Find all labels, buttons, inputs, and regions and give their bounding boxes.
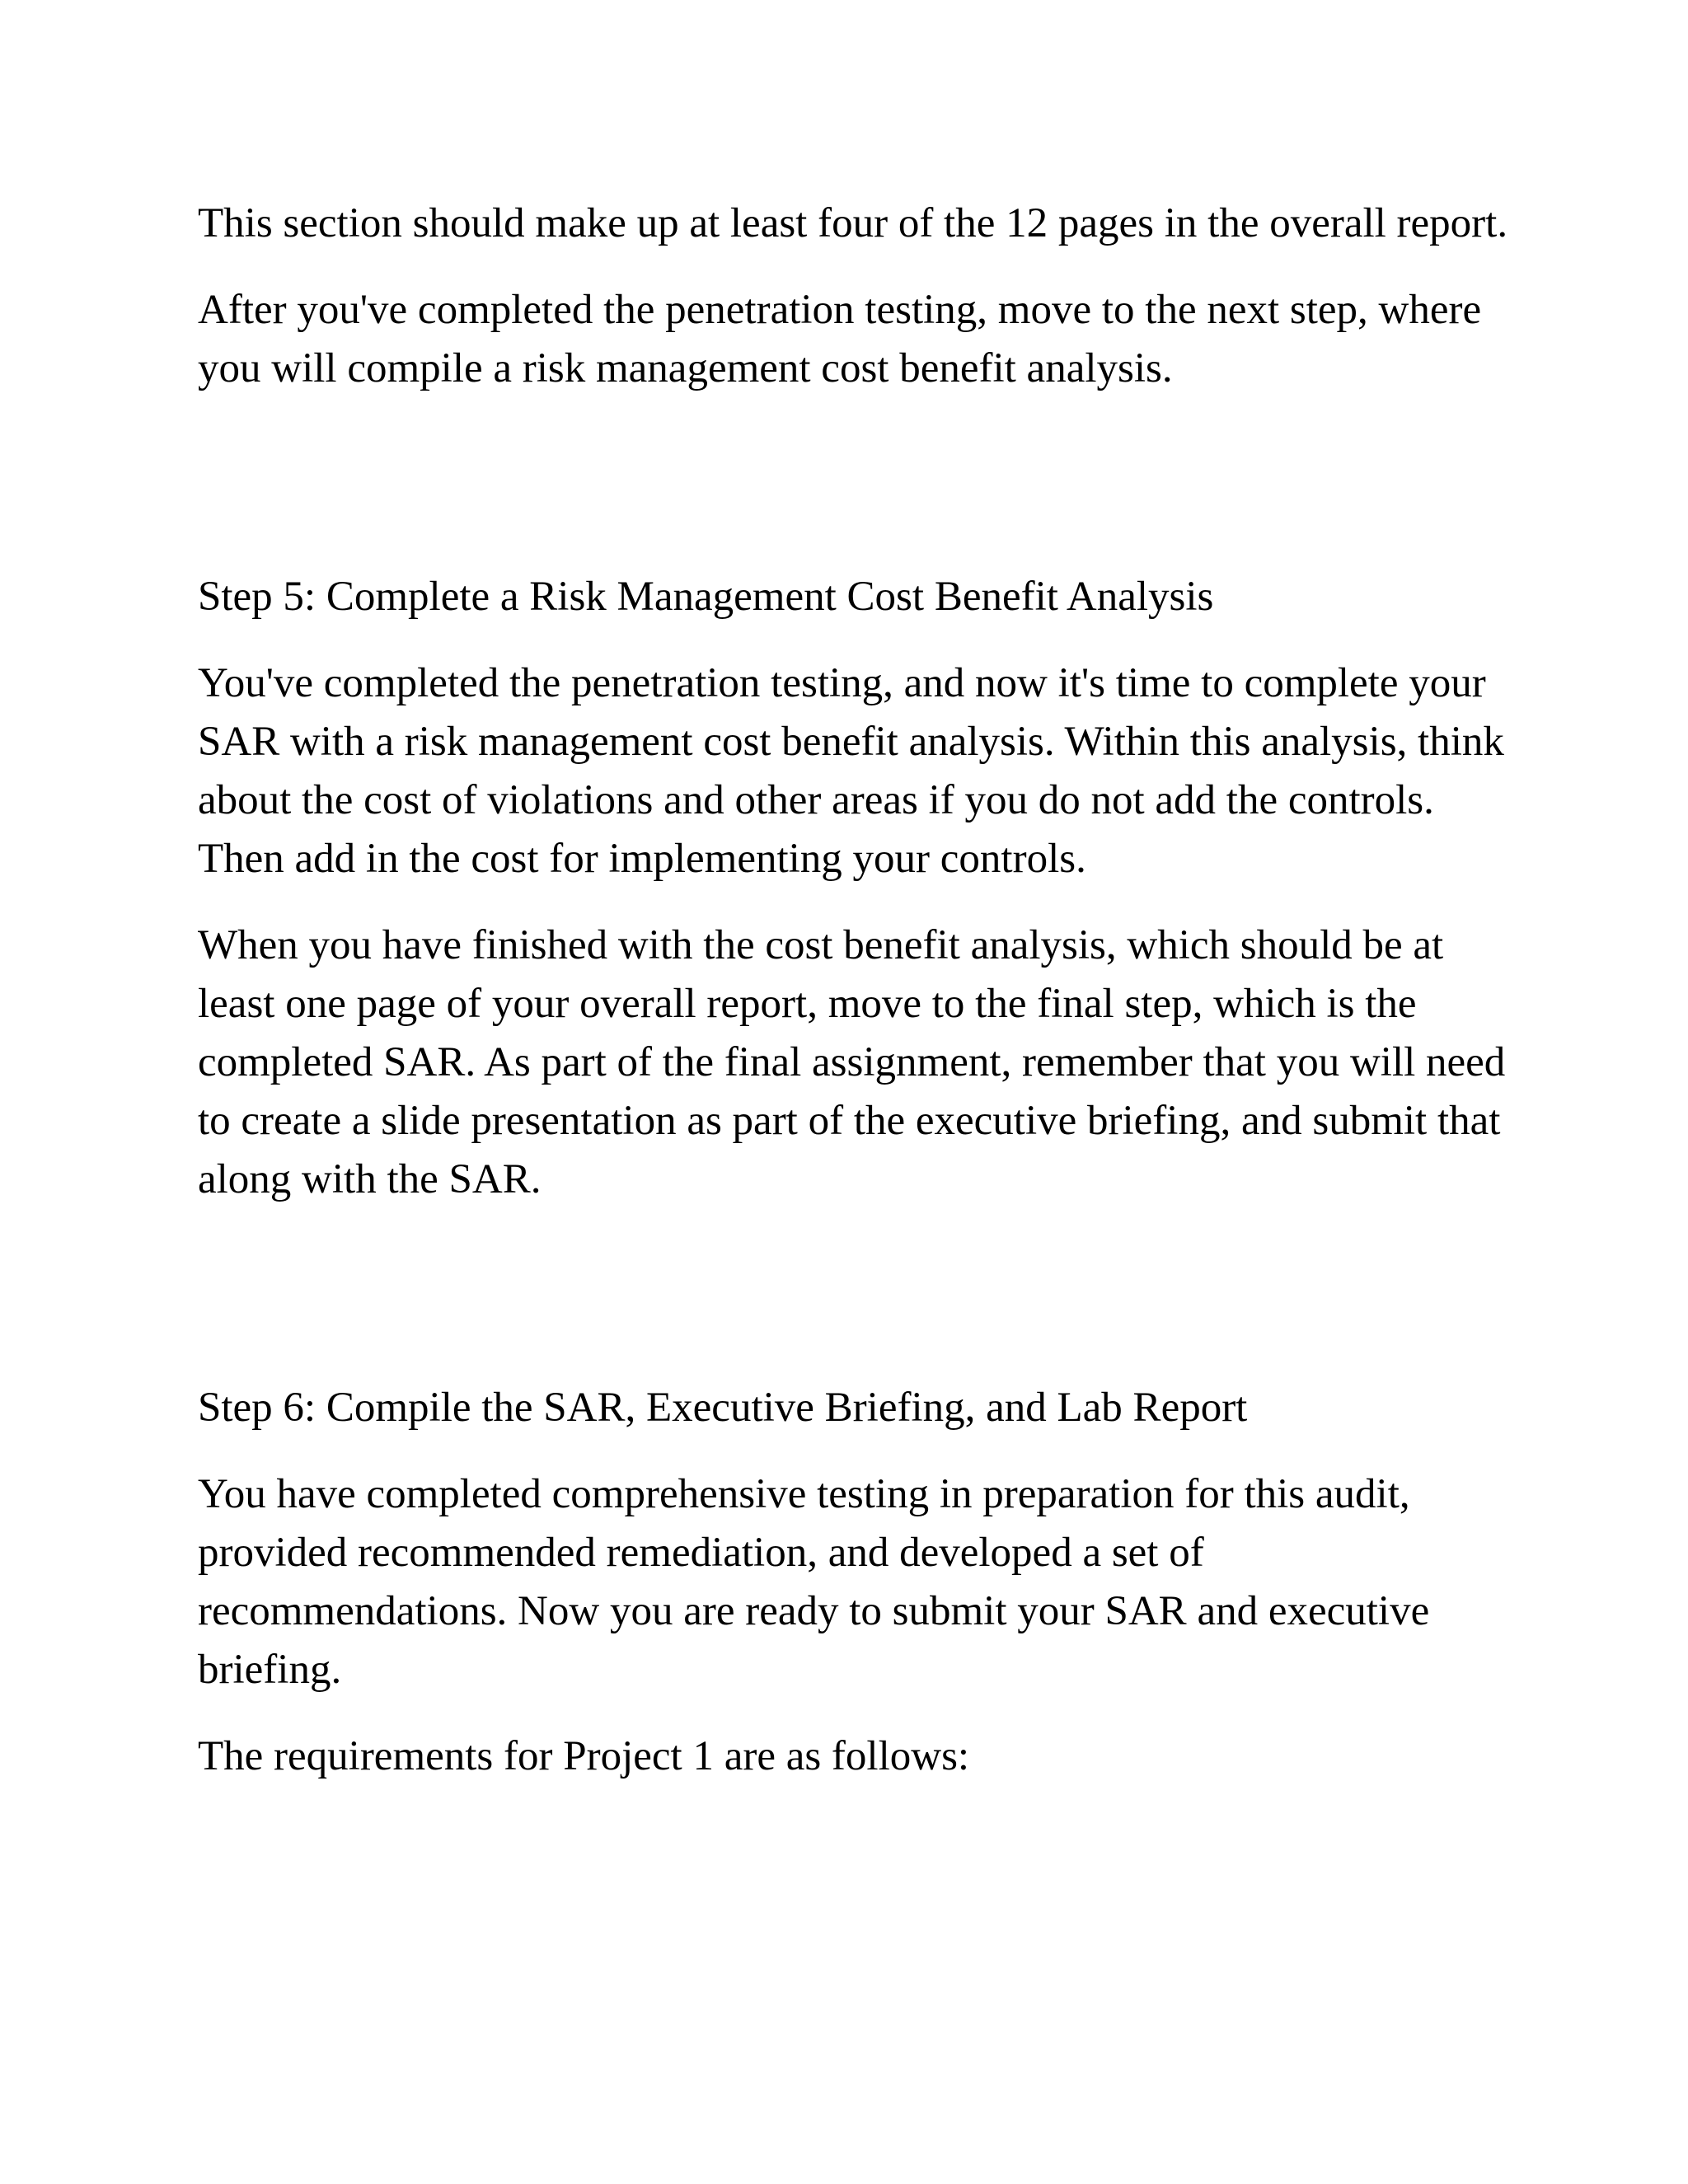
document-body bbox=[198, 194, 1517, 1814]
step5-paragraph-1: You've completed the penetration testing, and now it's time to complete your SAR with a risk management cost benefit analysis. Within this analysis, think about the cost of violations and other areas if you do not add the controls. Then add in the cost for implementing your controls. bbox=[198, 660, 1504, 882]
intro-paragraph-1: This section should make up at least four of the 12 pages in the overall report. bbox=[198, 200, 1508, 246]
step5-heading: Step 5: Complete a Risk Management Cost Benefit Analysis bbox=[198, 574, 1214, 620]
step5-paragraph-2: When you have finished with the cost benefit analysis, which should be at least one page of your overall report, move to the final step, which is the completed SAR. As part of the final assignment, remember that you will need to create a slide presentation as part of the executive briefing, and submit that along with the SAR. bbox=[198, 922, 1506, 1202]
section-spacer bbox=[198, 426, 1517, 568]
step6-paragraph-2: The requirements for Project 1 are as follows: bbox=[198, 1733, 970, 1779]
intro-paragraph-2: After you've completed the penetration testing, move to the next step, where you will compile a risk management cost benefit analysis. bbox=[198, 287, 1482, 391]
step6-paragraph-1: You have completed comprehensive testing in preparation for this audit, provided recommended remediation, and developed a set of recommendations. Now you are ready to submit your SAR and executive briefing. bbox=[198, 1471, 1430, 1693]
step6-heading: Step 6: Compile the SAR, Executive Briefing, and Lab Report bbox=[198, 1385, 1248, 1431]
section-spacer bbox=[198, 1237, 1517, 1379]
